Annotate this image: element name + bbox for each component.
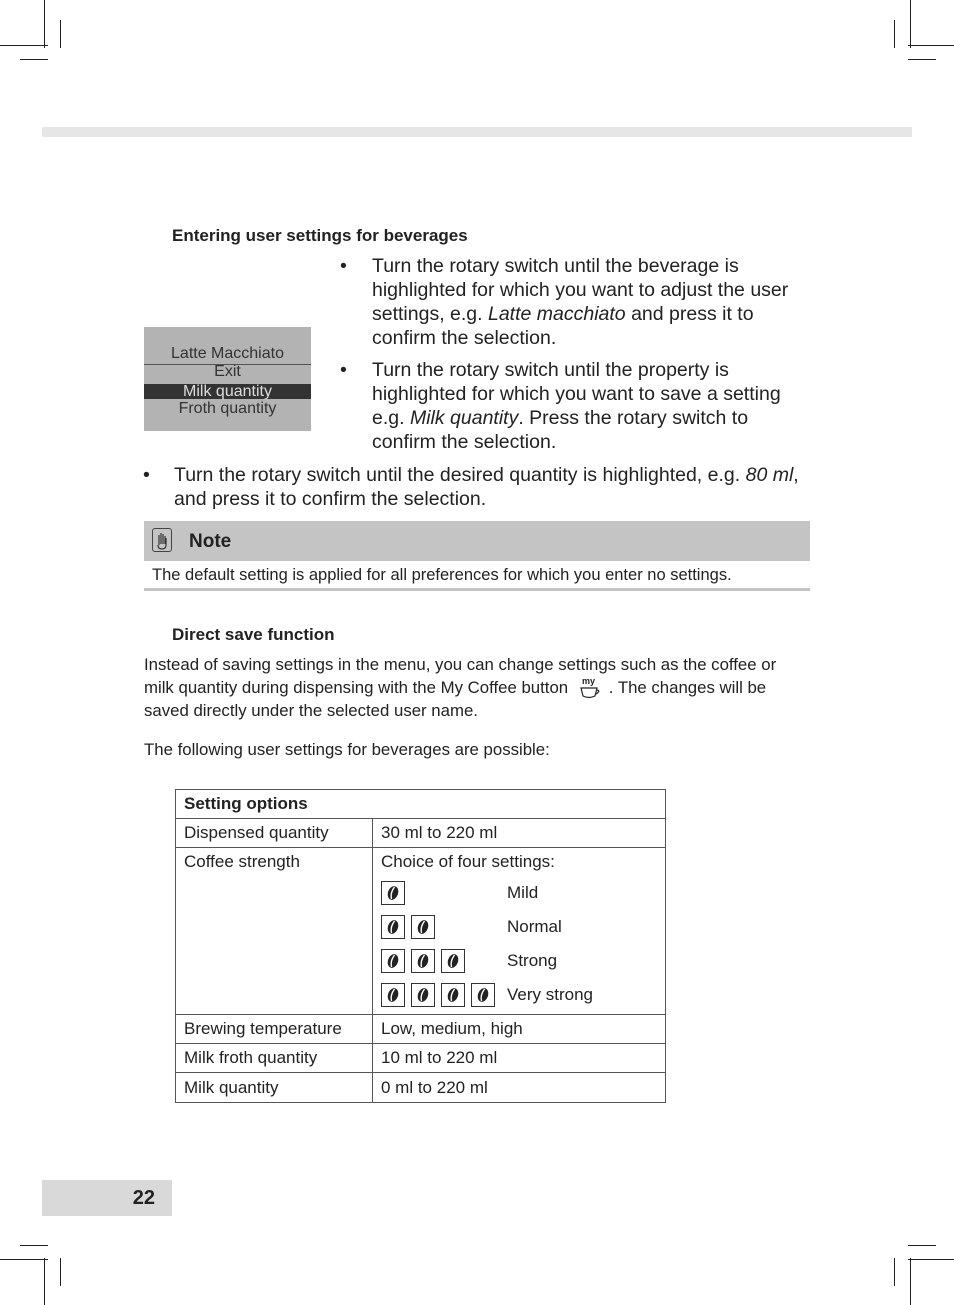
- table-cell-value: 0 ml to 220 ml: [373, 1073, 666, 1103]
- header-bar: [42, 127, 912, 137]
- strength-intro: Choice of four settings:: [381, 852, 555, 871]
- table-cell-value: 10 ml to 220 ml: [373, 1044, 666, 1073]
- list-item-text: and press it to confirm the selection.: [372, 303, 754, 349]
- table-header-row: [176, 790, 666, 819]
- strength-beans: [381, 881, 507, 905]
- note-title: Note: [189, 531, 232, 552]
- coffee-bean-icon: [381, 983, 405, 1007]
- table-cell-label: Coffee strength: [176, 848, 373, 1015]
- display-row: Froth quantity: [178, 400, 277, 417]
- table-cell-label: Brewing temperature: [176, 1015, 373, 1044]
- bullet-marker: •: [340, 359, 347, 381]
- page-number-box: [42, 1180, 172, 1216]
- crop-mark: [894, 1258, 895, 1286]
- strength-beans: [381, 915, 507, 939]
- my-coffee-button-label: my: [581, 676, 595, 686]
- crop-mark: [0, 1259, 48, 1260]
- strength-list: [381, 876, 657, 1012]
- crop-mark: [60, 1258, 61, 1286]
- strength-level: [381, 978, 657, 1012]
- paragraph-text: Instead of saving settings in the menu, you can change settings such as the coffee or milk quantity during dispensing with the My Coffee button: [144, 655, 777, 697]
- coffee-bean-icon: [381, 915, 405, 939]
- table-header: Setting options: [176, 790, 666, 819]
- table-cell-value: Low, medium, high: [373, 1015, 666, 1044]
- coffee-bean-icon: [381, 949, 405, 973]
- coffee-bean-icon: [441, 983, 465, 1007]
- table-cell-label: Dispensed quantity: [176, 819, 373, 848]
- table-row: [176, 1073, 666, 1103]
- coffee-bean-icon: [411, 915, 435, 939]
- crop-mark: [60, 20, 61, 48]
- table-cell-value: 30 ml to 220 ml: [373, 819, 666, 848]
- crop-mark: [910, 0, 911, 48]
- table-cell-label: Milk quantity: [176, 1073, 373, 1103]
- display-screen: [144, 327, 311, 431]
- strength-name: Mild: [507, 883, 539, 902]
- crop-mark: [894, 20, 895, 48]
- list-item: [340, 358, 810, 454]
- list-item-emphasis: Latte macchiato: [487, 303, 626, 325]
- list-item: [143, 463, 803, 511]
- coffee-bean-icon: [441, 949, 465, 973]
- list-item-text: Turn the rotary switch until the desired quantity is highlighted, e.g.: [174, 464, 746, 486]
- bullet-marker: •: [340, 255, 347, 277]
- strength-name: Normal: [507, 917, 562, 936]
- crop-mark: [44, 1258, 45, 1305]
- note-divider: [144, 588, 810, 591]
- list-item-emphasis: 80 ml: [745, 464, 794, 486]
- paragraph: The following user settings for beverages are possible:: [144, 740, 550, 759]
- bullet-marker: •: [143, 464, 150, 486]
- list-item-text: Turn the rotary switch until the beverage is highlighted for which you want to adjust the user settings, e.g.: [372, 255, 789, 325]
- coffee-bean-icon: [411, 983, 435, 1007]
- section-heading: Entering user settings for beverages: [172, 226, 468, 245]
- table-cell-value: [373, 848, 666, 1015]
- note-text: The default setting is applied for all preferences for which you enter no settings.: [152, 566, 732, 584]
- strength-beans: [381, 949, 507, 973]
- coffee-bean-icon: [381, 881, 405, 905]
- paragraph-text: . The changes will be saved directly under the selected user name.: [144, 678, 767, 720]
- table-row: [176, 1044, 666, 1073]
- crop-mark: [44, 0, 45, 48]
- display-row: Latte Macchiato: [171, 345, 284, 362]
- crop-mark: [910, 1258, 911, 1305]
- table-row: [176, 1015, 666, 1044]
- crop-mark: [908, 1259, 954, 1260]
- strength-level: [381, 910, 657, 944]
- list-item-text: , and press it to confirm the selection.: [174, 464, 799, 510]
- settings-table: [175, 789, 666, 1103]
- page-number: 22: [132, 1187, 155, 1209]
- my-coffee-button-icon: [577, 676, 605, 698]
- crop-mark: [908, 59, 936, 60]
- crop-mark: [0, 45, 48, 46]
- table-cell-label: Milk froth quantity: [176, 1044, 373, 1073]
- display-row: Exit: [214, 363, 241, 380]
- strength-beans: [381, 983, 507, 1007]
- crop-mark: [908, 45, 954, 46]
- section-heading: Direct save function: [172, 625, 335, 644]
- display-row-selected: Milk quantity: [144, 384, 311, 399]
- strength-name: Very strong: [507, 985, 593, 1004]
- crop-mark: [908, 1245, 936, 1246]
- list-item-text: Turn the rotary switch until the property is highlighted for which you want to save a setting e.g.: [372, 359, 781, 429]
- hand-icon: [152, 528, 172, 552]
- strength-level: [381, 876, 657, 910]
- crop-mark: [20, 59, 48, 60]
- list-item-text: . Press the rotary switch to confirm the selection.: [372, 407, 749, 453]
- strength-level: [381, 944, 657, 978]
- list-item-emphasis: Milk quantity: [409, 407, 519, 429]
- table-row: [176, 819, 666, 848]
- crop-mark: [20, 1245, 48, 1246]
- coffee-bean-icon: [471, 983, 495, 1007]
- note-box: [144, 521, 810, 561]
- strength-name: Strong: [507, 951, 558, 970]
- list-item: [340, 254, 810, 350]
- table-row: [176, 848, 666, 1015]
- instruction-list: [340, 254, 810, 462]
- paragraph: [144, 653, 809, 722]
- coffee-bean-icon: [411, 949, 435, 973]
